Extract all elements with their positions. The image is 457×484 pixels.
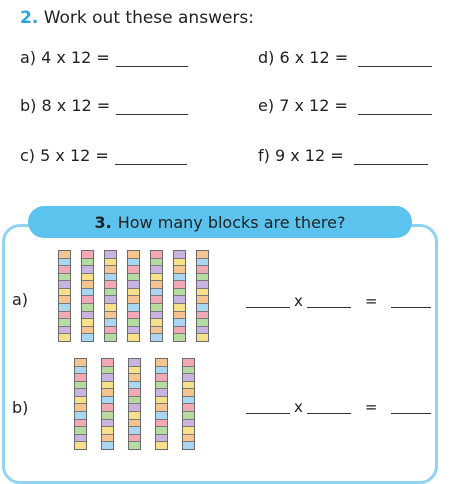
block-cube [183, 427, 194, 435]
block-tower [81, 250, 94, 342]
answer-blank[interactable] [116, 100, 188, 115]
problem-expression: 4 x 12 = [41, 48, 110, 67]
block-cube [156, 420, 167, 428]
block-tower [173, 250, 186, 342]
block-cube [183, 404, 194, 412]
problem-expression: 8 x 12 = [41, 96, 111, 115]
block-cube [174, 251, 185, 259]
problem-label: d) [258, 48, 275, 67]
block-cube [197, 334, 208, 341]
block-cube [75, 382, 86, 390]
block-cube [128, 251, 139, 259]
block-cube [183, 412, 194, 420]
answer-blank[interactable] [354, 150, 428, 165]
block-tower [155, 358, 168, 450]
block-cube [75, 389, 86, 397]
question-2-number: 2. [20, 8, 39, 28]
problem-label: e) [258, 96, 275, 115]
block-tower [104, 250, 117, 342]
block-cube [156, 367, 167, 375]
block-cube [82, 327, 93, 335]
block-cube [174, 327, 185, 335]
answer-blank[interactable] [358, 52, 432, 67]
block-cube [183, 435, 194, 443]
block-cube [174, 319, 185, 327]
block-cube [174, 289, 185, 297]
times-symbol: x [294, 292, 303, 310]
block-cube [174, 274, 185, 282]
block-cube [197, 289, 208, 297]
block-group-b [0, 0, 1, 1]
row-a-equation [246, 294, 431, 308]
block-cube [174, 304, 185, 312]
block-cube [102, 435, 113, 443]
block-cube [151, 304, 162, 312]
block-cube [156, 359, 167, 367]
block-cube [82, 319, 93, 327]
block-cube [197, 281, 208, 289]
block-cube [183, 382, 194, 390]
block-cube [75, 420, 86, 428]
block-cube [197, 266, 208, 274]
block-cube [59, 327, 70, 335]
block-cube [197, 259, 208, 267]
factor-blank[interactable] [246, 295, 290, 308]
block-cube [102, 404, 113, 412]
block-cube [105, 266, 116, 274]
problem-expression: 7 x 12 = [279, 96, 348, 115]
block-cube [151, 296, 162, 304]
block-cube [102, 389, 113, 397]
block-tower [101, 358, 114, 450]
block-cube [183, 367, 194, 375]
block-cube [129, 397, 140, 405]
problem-d [258, 48, 432, 67]
question-2-text: Work out these answers: [43, 8, 255, 28]
block-cube [105, 281, 116, 289]
block-cube [128, 266, 139, 274]
block-cube [197, 319, 208, 327]
block-cube [82, 251, 93, 259]
block-cube [59, 334, 70, 341]
block-cube [129, 404, 140, 412]
block-cube [183, 420, 194, 428]
block-cube [128, 289, 139, 297]
block-cube [151, 259, 162, 267]
block-cube [105, 251, 116, 259]
block-cube [174, 281, 185, 289]
block-cube [102, 367, 113, 375]
block-tower [74, 358, 87, 450]
block-cube [174, 334, 185, 341]
block-cube [151, 289, 162, 297]
answer-blank[interactable] [358, 100, 432, 115]
block-cube [82, 266, 93, 274]
block-cube [174, 296, 185, 304]
block-cube [156, 435, 167, 443]
block-cube [129, 442, 140, 449]
answer-blank[interactable] [116, 52, 188, 67]
block-cube [151, 319, 162, 327]
block-cube [105, 289, 116, 297]
block-cube [105, 274, 116, 282]
problem-b [20, 96, 188, 115]
block-cube [151, 334, 162, 341]
answer-blank[interactable] [115, 150, 187, 165]
block-cube [105, 304, 116, 312]
product-blank[interactable] [391, 295, 431, 308]
block-cube [151, 266, 162, 274]
problem-expression: 5 x 12 = [40, 146, 109, 165]
row-b-equation [246, 400, 431, 414]
block-cube [183, 359, 194, 367]
block-cube [129, 374, 140, 382]
row-b-label: b) [12, 398, 29, 417]
block-cube [197, 327, 208, 335]
block-cube [102, 420, 113, 428]
block-cube [102, 359, 113, 367]
block-tower [196, 250, 209, 342]
block-cube [102, 412, 113, 420]
factor-blank[interactable] [307, 401, 351, 414]
block-cube [59, 266, 70, 274]
block-cube [128, 296, 139, 304]
block-cube [129, 359, 140, 367]
block-cube [128, 327, 139, 335]
block-cube [75, 367, 86, 375]
block-cube [59, 274, 70, 282]
block-cube [59, 312, 70, 320]
block-cube [59, 319, 70, 327]
block-cube [82, 312, 93, 320]
block-cube [197, 274, 208, 282]
block-cube [156, 397, 167, 405]
problem-expression: 6 x 12 = [279, 48, 349, 67]
block-cube [129, 427, 140, 435]
problem-a [20, 48, 188, 67]
block-cube [75, 435, 86, 443]
block-cube [82, 289, 93, 297]
block-tower [150, 250, 163, 342]
block-cube [156, 412, 167, 420]
block-cube [82, 259, 93, 267]
block-cube [59, 296, 70, 304]
block-cube [197, 312, 208, 320]
block-cube [75, 359, 86, 367]
equals-symbol: = [364, 292, 378, 310]
block-cube [128, 281, 139, 289]
block-cube [174, 266, 185, 274]
block-cube [59, 289, 70, 297]
problem-label: b) [20, 96, 37, 115]
block-cube [183, 374, 194, 382]
block-cube [128, 312, 139, 320]
block-tower [127, 250, 140, 342]
block-cube [75, 442, 86, 449]
block-cube [102, 397, 113, 405]
block-cube [105, 259, 116, 267]
block-cube [129, 420, 140, 428]
block-cube [128, 334, 139, 341]
problem-label: c) [20, 146, 36, 165]
block-cube [59, 251, 70, 259]
block-cube [183, 397, 194, 405]
problem-expression: 9 x 12 = [274, 146, 344, 165]
block-cube [102, 374, 113, 382]
block-cube [75, 404, 86, 412]
question-2-title [20, 8, 254, 28]
block-cube [174, 312, 185, 320]
block-cube [183, 442, 194, 449]
block-cube [128, 304, 139, 312]
block-cube [151, 281, 162, 289]
block-cube [102, 382, 113, 390]
block-cube [151, 327, 162, 335]
block-cube [105, 327, 116, 335]
block-cube [102, 427, 113, 435]
block-cube [197, 296, 208, 304]
question-3-number: 3. [94, 212, 112, 232]
block-cube [183, 389, 194, 397]
block-cube [129, 435, 140, 443]
equals-symbol: = [364, 398, 378, 416]
block-cube [151, 251, 162, 259]
block-tower [182, 358, 195, 450]
block-cube [151, 312, 162, 320]
block-tower [128, 358, 141, 450]
times-symbol: x [294, 398, 303, 416]
block-cube [151, 274, 162, 282]
block-cube [156, 389, 167, 397]
factor-blank[interactable] [307, 295, 351, 308]
block-cube [156, 427, 167, 435]
block-tower [58, 250, 71, 342]
block-cube [197, 304, 208, 312]
block-cube [174, 259, 185, 267]
block-cube [82, 296, 93, 304]
problem-f [258, 146, 428, 165]
block-cube [105, 334, 116, 341]
block-cube [128, 259, 139, 267]
block-cube [197, 251, 208, 259]
block-cube [82, 281, 93, 289]
block-cube [128, 319, 139, 327]
block-cube [59, 259, 70, 267]
factor-blank[interactable] [246, 401, 290, 414]
block-cube [82, 304, 93, 312]
block-cube [156, 442, 167, 449]
block-cube [75, 374, 86, 382]
block-cube [75, 397, 86, 405]
problem-e [258, 96, 432, 115]
block-cube [156, 374, 167, 382]
question-3-text: How many blocks are there? [117, 212, 346, 232]
block-cube [105, 319, 116, 327]
block-cube [129, 382, 140, 390]
block-cube [129, 412, 140, 420]
block-cube [129, 367, 140, 375]
block-cube [75, 412, 86, 420]
problem-c [20, 146, 187, 165]
block-cube [105, 296, 116, 304]
block-cube [102, 442, 113, 449]
block-cube [105, 312, 116, 320]
block-cube [156, 404, 167, 412]
block-cube [75, 427, 86, 435]
block-cube [59, 304, 70, 312]
block-cube [59, 281, 70, 289]
problem-label: f) [258, 146, 270, 165]
block-cube [129, 389, 140, 397]
problem-label: a) [20, 48, 37, 67]
block-cube [156, 382, 167, 390]
block-cube [128, 274, 139, 282]
block-cube [82, 274, 93, 282]
product-blank[interactable] [391, 401, 431, 414]
question-3-header [28, 206, 412, 238]
row-a-label: a) [12, 290, 29, 309]
block-cube [82, 334, 93, 341]
